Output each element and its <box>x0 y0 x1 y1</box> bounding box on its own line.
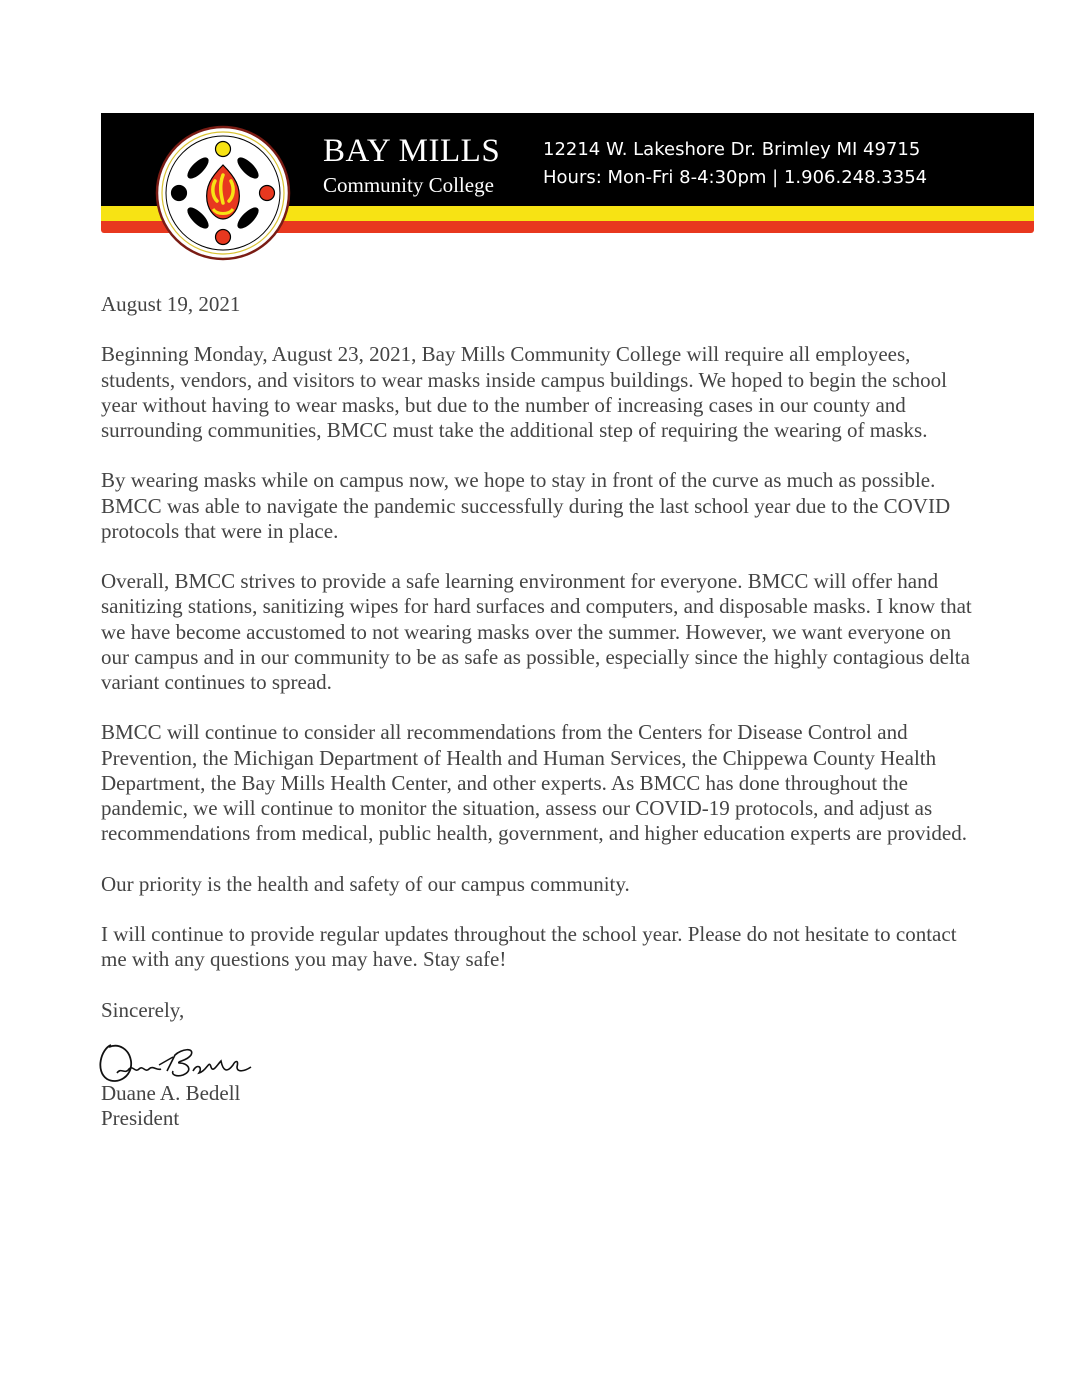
letter-paragraph: Beginning Monday, August 23, 2021, Bay Mills Community College will require all employees, students, vendors, and visitors to wear masks inside campus buildings. We hoped to begin the school year without having to wear masks, but due to the number of increasing cases in our county and surrounding communities, BMCC must take the additional step of requiring the wearing of masks. <box>101 342 947 442</box>
letterhead <box>101 113 1034 234</box>
letter-body <box>101 292 981 1131</box>
letter-date: August 19, 2021 <box>101 292 241 316</box>
letter-paragraph: BMCC will continue to consider all recommendations from the Centers for Disease Control and Prevention, the Michigan Department of Health and Human Services, the Chippewa County Health Department, the Bay Mills Health Center, and other experts. As BMCC has done throughout the pandemic, we will continue to monitor the situation, assess our COVID-19 protocols, and adjust as recommendations from medical, public health, government, and higher education experts are provided. <box>101 720 967 846</box>
college-address: 12214 W. Lakeshore Dr. Brimley MI 49715 <box>543 139 921 160</box>
college-name: BAY MILLS <box>323 133 501 169</box>
signer-name: Duane A. Bedell <box>101 1080 241 1105</box>
letter-paragraph: Overall, BMCC strives to provide a safe learning environment for everyone. BMCC will offer hand sanitizing stations, sanitizing wipes for hard surfaces and computers, and disposable masks. I know that we have become accustomed to not wearing masks over the summer. However, we want everyone on our campus and in our community to be as safe as possible, especially since the highly contagious delta variant continues to spread. <box>101 569 972 694</box>
letter-closing: Sincerely, <box>101 997 185 1022</box>
letter-paragraph: I will continue to provide regular updates throughout the school year. Please do not hesitate to contact me with any questions you may have. Stay safe! <box>101 921 957 972</box>
letter-paragraph: Our priority is the health and safety of our campus community. <box>101 871 630 896</box>
college-logo-icon <box>155 125 291 261</box>
signer-title: President <box>101 1105 180 1130</box>
handwritten-signature <box>97 1037 257 1087</box>
college-hours-phone: Hours: Mon-Fri 8-4:30pm | 1.906.248.3354 <box>543 167 928 188</box>
letter-paragraph: By wearing masks while on campus now, we hope to stay in front of the curve as much as possible. BMCC was able to navigate the pandemic successfully during the last school year due to the COVID protocols that were in place. <box>101 468 951 543</box>
college-subtitle: Community College <box>323 173 494 197</box>
